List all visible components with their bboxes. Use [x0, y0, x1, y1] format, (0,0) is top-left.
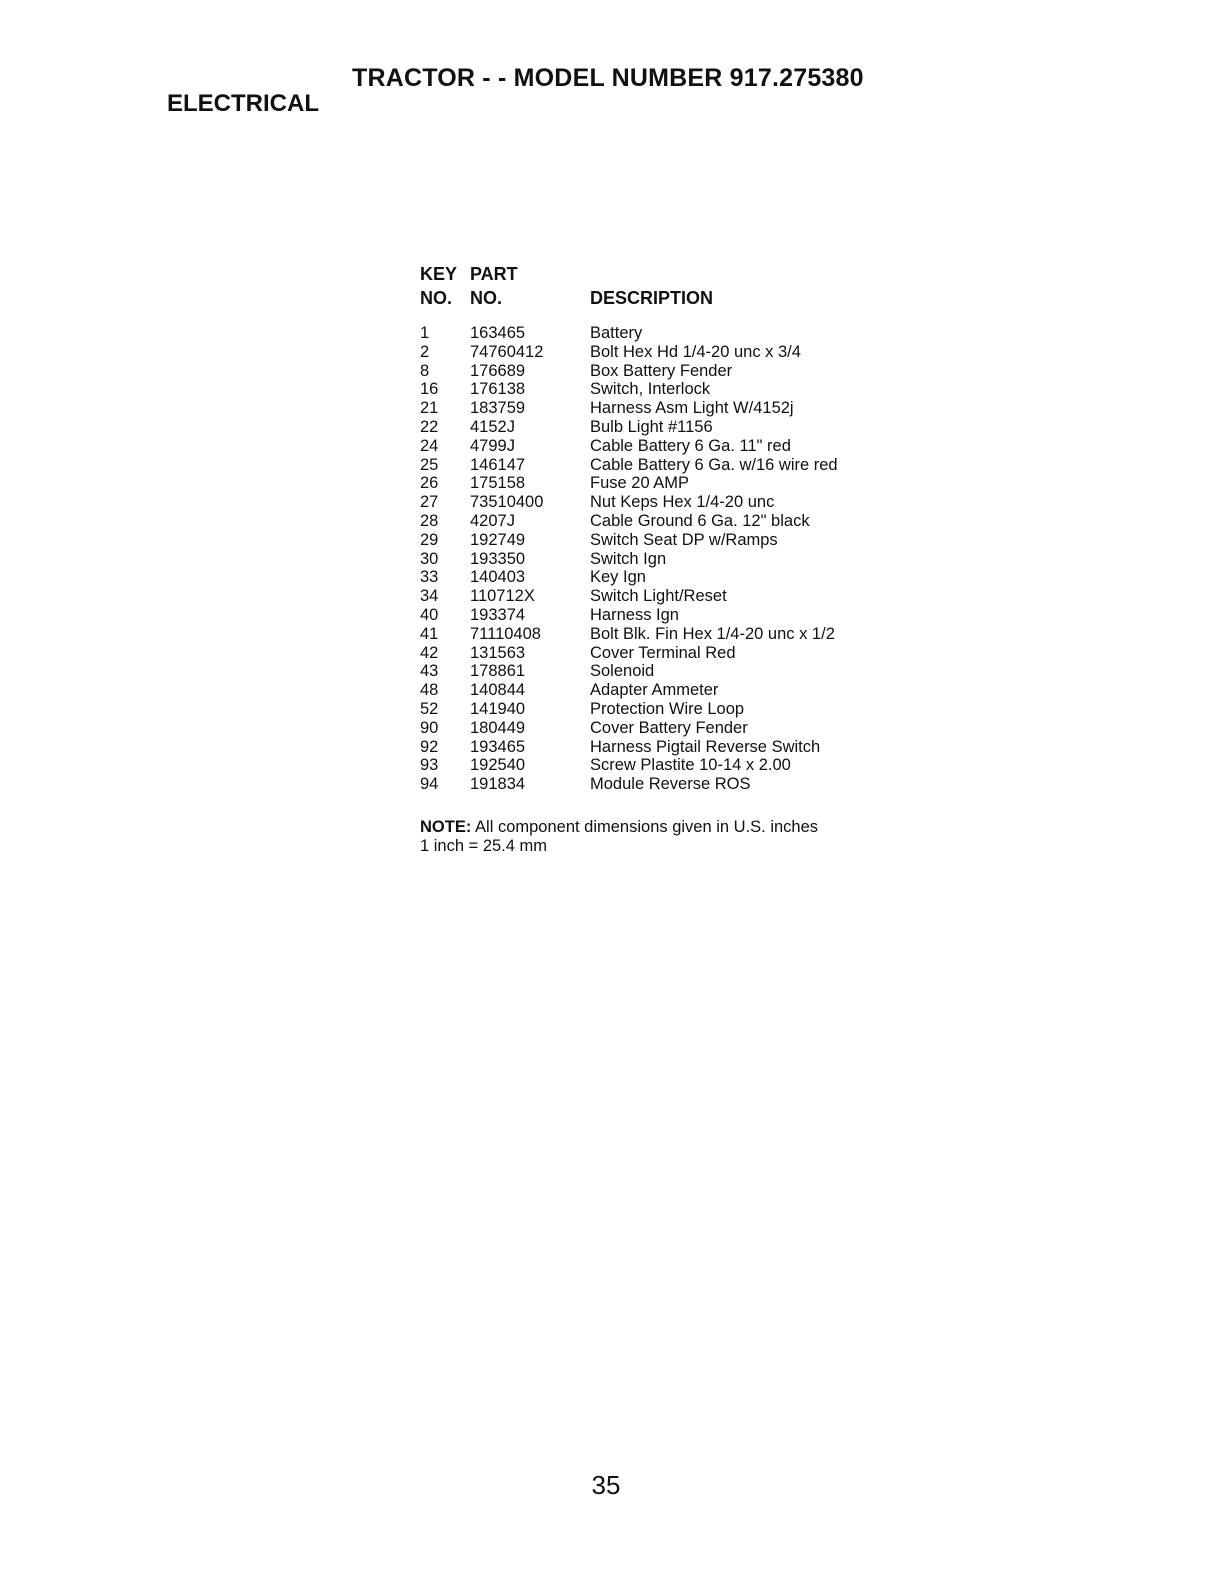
part-description: Cover Terminal Red [590, 643, 736, 662]
part-number: 175158 [470, 474, 526, 493]
key-number: 94 [420, 775, 439, 794]
part-number: 163465 [470, 324, 526, 342]
key-number: 2 [420, 342, 430, 361]
page-number: 35 [591, 1470, 621, 1500]
part-number: 183759 [470, 399, 526, 418]
key-number: 41 [420, 624, 439, 643]
part-description: Cable Ground 6 Ga. 12" black [590, 511, 810, 530]
part-description: Harness Asm Light W/4152j [590, 399, 794, 418]
part-number: 74760412 [470, 342, 544, 361]
key-number: 16 [420, 380, 439, 399]
key-number: 27 [420, 493, 439, 512]
part-description: Cable Battery 6 Ga. w/16 wire red [590, 455, 838, 474]
key-number: 90 [420, 718, 439, 737]
part-number: 141940 [470, 699, 526, 718]
part-number: 73510400 [470, 493, 544, 512]
part-number: 4207J [470, 511, 515, 530]
header-part-line2: NO. [470, 288, 503, 308]
part-number: 193465 [470, 737, 526, 756]
part-description: Cover Battery Fender [590, 718, 748, 737]
part-number: 176138 [470, 380, 526, 399]
key-number: 48 [420, 681, 439, 700]
key-number: 26 [420, 474, 439, 493]
part-number: 4799J [470, 436, 515, 455]
part-description: Switch Ign [590, 549, 667, 568]
part-number: 131563 [470, 643, 526, 662]
note-text: All component dimensions given in U.S. inches [471, 818, 819, 836]
key-number: 24 [420, 436, 439, 455]
part-description: Bulb Light #1156 [590, 417, 713, 436]
part-number: 193350 [470, 549, 526, 568]
part-description: Harness Ign [590, 605, 679, 624]
part-description: Module Reverse ROS [590, 775, 751, 794]
key-number: 25 [420, 455, 439, 474]
part-description: Box Battery Fender [590, 361, 733, 380]
key-number: 42 [420, 643, 439, 662]
note-line [420, 818, 818, 837]
part-number: 192749 [470, 530, 526, 549]
key-number: 22 [420, 417, 439, 436]
note [420, 818, 818, 856]
part-description: Key Ign [590, 568, 646, 587]
key-number: 93 [420, 756, 439, 775]
part-description: Battery [590, 324, 643, 342]
part-number: 193374 [470, 605, 526, 624]
part-number: 176689 [470, 361, 526, 380]
part-number: 140844 [470, 681, 526, 700]
header-key-line2: NO. [420, 288, 453, 308]
key-number: 30 [420, 549, 439, 568]
part-description: Bolt Hex Hd 1/4-20 unc x 3/4 [590, 342, 801, 361]
part-description: Fuse 20 AMP [590, 474, 690, 493]
part-number: 4152J [470, 417, 515, 436]
section-title: ELECTRICAL [167, 90, 319, 117]
key-number: 8 [420, 361, 430, 380]
part-number: 191834 [470, 775, 526, 794]
note-conversion: 1 inch = 25.4 mm [420, 837, 548, 855]
part-number: 146147 [470, 455, 526, 474]
note-label: NOTE: [420, 818, 472, 836]
part-number: 71110408 [470, 624, 541, 643]
key-number: 40 [420, 605, 439, 624]
part-description: Adapter Ammeter [590, 681, 719, 700]
part-description: Harness Pigtail Reverse Switch [590, 737, 821, 756]
part-description: Protection Wire Loop [590, 699, 745, 718]
part-number: 178861 [470, 662, 526, 681]
key-number: 33 [420, 568, 439, 587]
part-description: Solenoid [590, 662, 655, 681]
part-number: 180449 [470, 718, 526, 737]
part-number: 110712X [470, 587, 535, 606]
header-key-line1: KEY [420, 264, 458, 284]
key-number: 29 [420, 530, 439, 549]
part-description: Switch Seat DP w/Ramps [590, 530, 778, 549]
key-number: 28 [420, 511, 439, 530]
part-description: Switch Light/Reset [590, 587, 727, 606]
part-number: 140403 [470, 568, 526, 587]
part-description: Cable Battery 6 Ga. 11" red [590, 436, 791, 455]
header-description: DESCRIPTION [590, 288, 714, 308]
part-description: Bolt Blk. Fin Hex 1/4-20 unc x 1/2 [590, 624, 835, 643]
part-description: Switch, Interlock [590, 380, 711, 399]
key-number: 1 [420, 324, 430, 342]
key-number: 21 [420, 399, 439, 418]
key-number: 43 [420, 662, 439, 681]
header-part-line1: PART [470, 264, 518, 284]
part-description: Nut Keps Hex 1/4-20 unc [590, 493, 775, 512]
key-number: 52 [420, 699, 439, 718]
part-number: 192540 [470, 756, 526, 775]
key-number: 92 [420, 737, 439, 756]
key-number: 34 [420, 587, 439, 606]
part-description: Screw Plastite 10-14 x 2.00 [590, 756, 791, 775]
page-title: TRACTOR - - MODEL NUMBER 917.275380 [352, 64, 864, 92]
